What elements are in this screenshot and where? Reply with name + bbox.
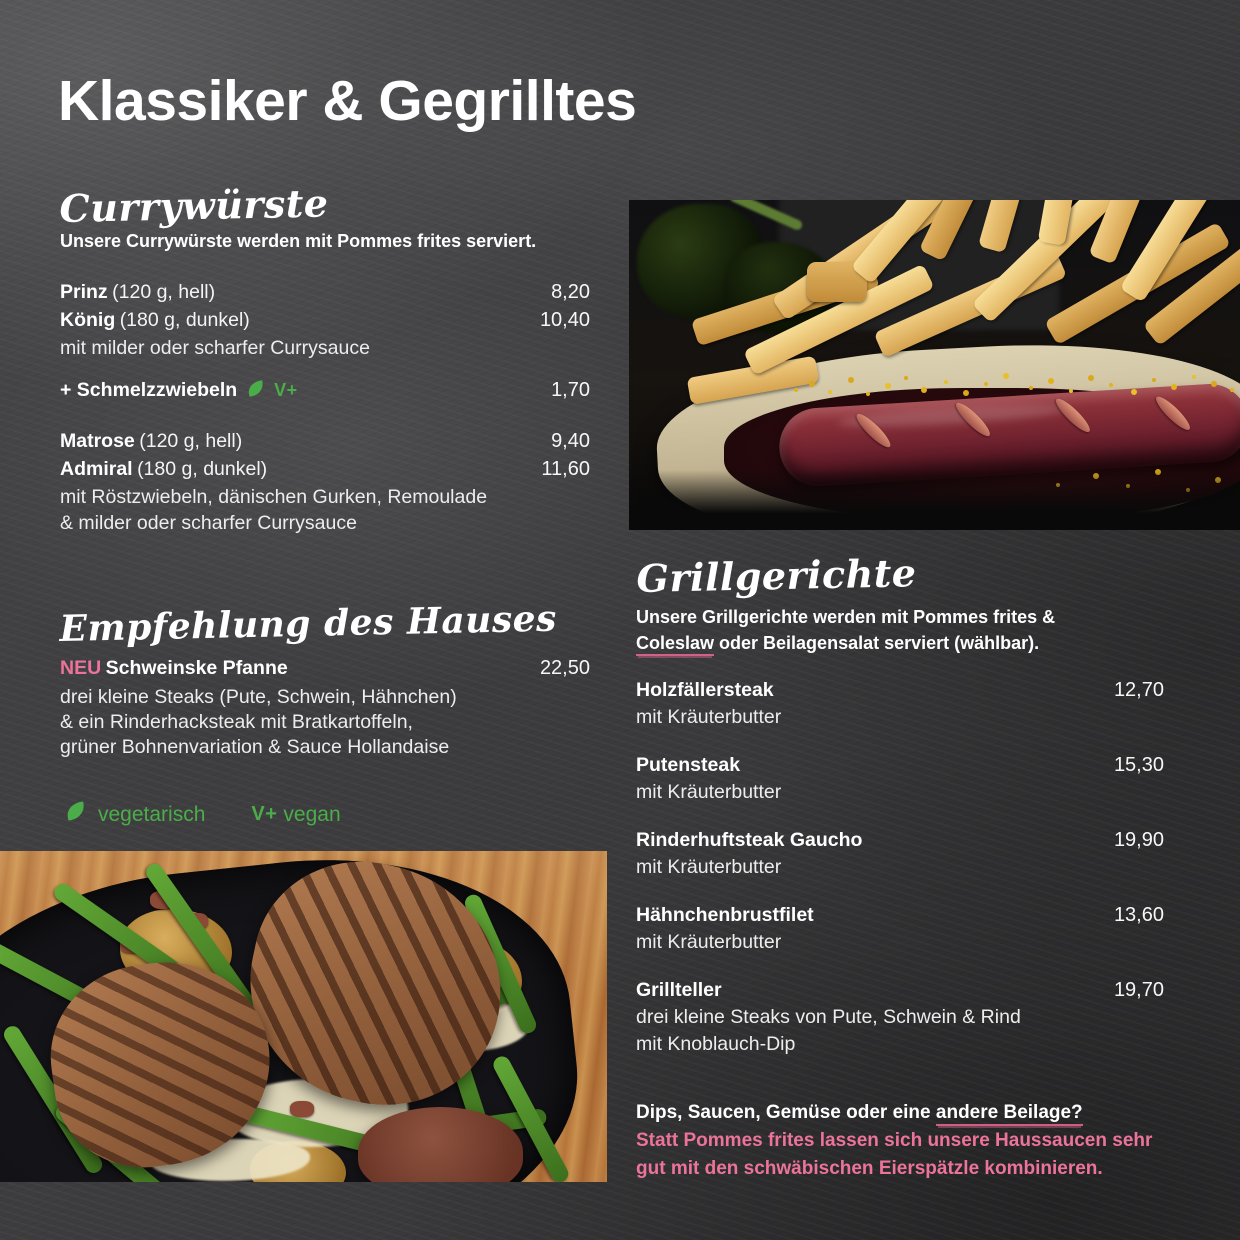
item-details: (120 g, hell) xyxy=(112,281,216,303)
item-note: mit Kräuterbutter xyxy=(636,706,782,728)
item-price: 8,20 xyxy=(551,281,590,303)
diet-legend xyxy=(60,801,341,828)
menu-item-matrose xyxy=(60,428,590,456)
item-price: 22,50 xyxy=(539,657,590,679)
menu-item-schweinske-pfanne xyxy=(60,655,590,760)
item-name: Grillteller xyxy=(636,979,722,1001)
item-name: Schweinske Pfanne xyxy=(105,657,288,679)
item-text xyxy=(60,655,288,683)
menu-item-putensteak xyxy=(636,752,1164,806)
item-note: & milder oder scharfer Currysauce xyxy=(60,512,357,534)
vegetarian-leaf-icon xyxy=(64,801,88,828)
bacon-shape xyxy=(290,1101,314,1117)
item-note: mit Röstzwiebeln, dänischen Gurken, Remoulade xyxy=(60,486,488,508)
item-price: 19,70 xyxy=(1113,979,1164,1001)
menu-item-koenig xyxy=(60,307,590,335)
item-note: drei kleine Steaks von Pute, Schwein & Rind xyxy=(636,1006,1021,1028)
currywuerste-subtitle: Unsere Currywürste werden mit Pommes frites serviert. xyxy=(60,231,537,251)
item-note: drei kleine Steaks (Pute, Schwein, Hähnchen) xyxy=(60,686,457,708)
currywuerste-group-2 xyxy=(60,428,590,536)
item-name: Hähnchenbrustfilet xyxy=(636,904,814,926)
item-text xyxy=(60,279,215,307)
item-note: mit Kräuterbutter xyxy=(636,781,782,803)
item-name: Admiral xyxy=(60,458,133,480)
vegan-symbol: V+ xyxy=(274,380,298,400)
item-note: mit Knoblauch-Dip xyxy=(636,1033,796,1055)
photo-currywurst-pommes xyxy=(629,200,1240,530)
vegetarian-leaf-icon xyxy=(246,380,266,407)
item-details: (120 g, hell) xyxy=(139,430,243,452)
item-price: 15,30 xyxy=(1113,754,1164,776)
item-text xyxy=(60,456,267,484)
item-name: Rinderhuftsteak Gaucho xyxy=(636,829,863,851)
item-name: Prinz xyxy=(60,281,108,303)
item-text xyxy=(60,428,242,456)
currywuerste-group-1 xyxy=(60,279,590,361)
item-note: mit milder oder scharfer Currysauce xyxy=(60,337,370,359)
item-note: mit Kräuterbutter xyxy=(636,856,782,878)
item-price: 10,40 xyxy=(539,309,590,331)
menu-item-admiral xyxy=(60,456,590,484)
item-text xyxy=(60,307,250,335)
item-name: Putensteak xyxy=(636,754,741,776)
grill-subtitle xyxy=(636,604,1164,656)
legend-vegan-label: vegan xyxy=(283,802,341,826)
item-name: Matrose xyxy=(60,430,135,452)
sausage-slit-shape xyxy=(1152,393,1193,434)
curry-powder-shape xyxy=(794,388,798,392)
shadow-overlay xyxy=(629,470,1240,530)
item-price: 11,60 xyxy=(541,458,590,480)
grill-subtitle-line1: Unsere Grillgerichte werden mit Pommes frites & xyxy=(636,607,1056,627)
item-note: mit Kräuterbutter xyxy=(636,931,782,953)
item-price: 12,70 xyxy=(1113,679,1164,701)
section-heading-empfehlung: Empfehlung des Hauses xyxy=(59,597,558,650)
menu-item-schmelzzwiebeln xyxy=(60,377,590,407)
grill-items xyxy=(636,677,1164,1079)
item-price: 1,70 xyxy=(551,379,590,401)
item-name: + Schmelzzwiebeln xyxy=(60,379,238,401)
menu-item-haehnchenbrustfilet xyxy=(636,902,1164,956)
menu-item-prinz xyxy=(60,279,590,307)
new-badge: NEU xyxy=(60,657,102,679)
vegan-symbol: V+ xyxy=(251,803,278,825)
item-note: & ein Rinderhacksteak mit Bratkartoffeln, xyxy=(60,711,413,733)
footer-note xyxy=(636,1099,1164,1183)
item-note: grüner Bohnenvariation & Sauce Hollandaise xyxy=(60,736,450,758)
menu-item-grillteller xyxy=(636,977,1164,1058)
item-details: (180 g, dunkel) xyxy=(119,309,250,331)
photo-schweinske-pfanne xyxy=(0,851,607,1182)
section-heading-currywuerste: Currywürste xyxy=(59,180,329,231)
item-price: 19,90 xyxy=(1113,829,1164,851)
grill-subtitle-line2: oder Beilagensalat serviert (wählbar). xyxy=(714,633,1040,653)
footer-pink-line: Statt Pommes frites lassen sich unsere Haussaucen sehr xyxy=(636,1130,1153,1151)
footer-question xyxy=(636,1099,1164,1127)
menu-item-rinderhuftsteak xyxy=(636,827,1164,881)
item-details: (180 g, dunkel) xyxy=(137,458,268,480)
footer-question-prefix: Dips, Saucen, Gemüse oder eine xyxy=(636,1102,936,1123)
item-name: König xyxy=(60,309,116,331)
section-heading-grillgerichte: Grillgerichte xyxy=(636,550,917,601)
legend-vegetarian-label: vegetarisch xyxy=(98,802,206,826)
item-price: 13,60 xyxy=(1113,904,1164,926)
footer-question-underlined: andere Beilage? xyxy=(936,1102,1083,1126)
item-text xyxy=(60,377,298,407)
page-title: Klassiker & Gegrilltes xyxy=(58,69,637,133)
footer-pink-line: gut mit den schwäbischen Eierspätzle kombinieren. xyxy=(636,1158,1103,1179)
grill-subtitle-coleslaw: Coleslaw xyxy=(636,633,714,656)
sausage-slit-shape xyxy=(1052,395,1093,436)
item-price: 9,40 xyxy=(551,430,590,452)
menu-item-holzfaellersteak xyxy=(636,677,1164,731)
item-name: Holzfällersteak xyxy=(636,679,774,701)
